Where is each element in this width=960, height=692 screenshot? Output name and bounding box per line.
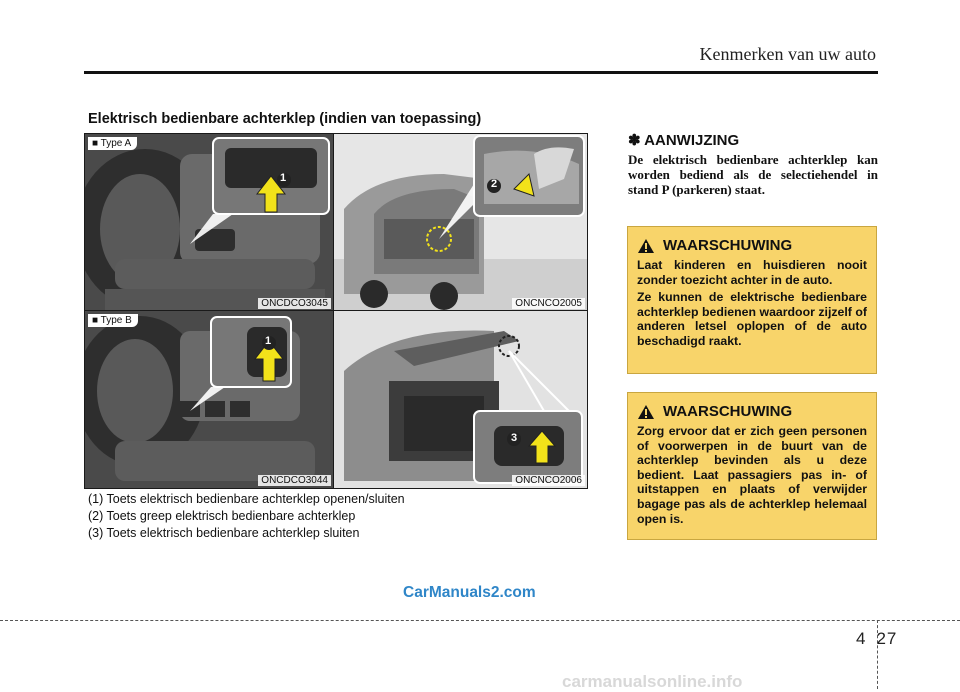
page-number xyxy=(856,629,897,649)
warning-text: Zorg ervoor dat er zich geen personen of voorwerpen in de buurt van de achterklep bevinden als u deze bedient. Laat passagiers pas in- of uitstappen en plaats of verwijder bagage pas als de achterklep helemaal open is. xyxy=(637,424,867,526)
console-illustration-a xyxy=(85,134,333,311)
footer-rule xyxy=(0,620,960,621)
type-a-label: ■ Type A xyxy=(88,137,137,150)
warning-box-obstacles xyxy=(627,392,877,540)
figure-code-1: ONCDCO3045 xyxy=(258,298,331,309)
open-tailgate-illustration xyxy=(334,311,587,488)
section-title: Elektrisch bedienbare achterklep (indien van toepassing) xyxy=(88,111,482,127)
callout-1-b: 1 xyxy=(265,335,272,347)
note-title: ✽ AANWIJZING xyxy=(628,132,740,149)
type-b-label: ■ Type B xyxy=(88,314,138,327)
warning-triangle-icon xyxy=(637,238,655,254)
figure-captions xyxy=(88,491,405,542)
footer-watermark: carmanualsonline.info xyxy=(562,672,743,691)
figure-open-tailgate xyxy=(333,310,588,489)
warning-title: WAARSCHUWING xyxy=(663,237,793,254)
warning-text: Ze kunnen de elektrische bedienbare achterklep bedienen waardoor zijzelf of anderen letsel oplopen of de auto beschadigd raakt. xyxy=(637,290,867,348)
rear-car-illustration xyxy=(334,134,587,311)
figure-rear-handle xyxy=(333,133,588,312)
caption-1: (1) Toets elektrisch bedienbare achterklep openen/sluiten xyxy=(88,492,405,506)
page-section: 4 xyxy=(856,629,867,648)
console-illustration-b xyxy=(85,311,333,488)
figure-type-a-console xyxy=(84,133,334,312)
page-index: 27 xyxy=(876,629,898,648)
caption-3: (3) Toets elektrisch bedienbare achterklep sluiten xyxy=(88,526,360,540)
figure-code-2: ONCNCO2005 xyxy=(512,298,585,309)
warning-box-children xyxy=(627,226,877,374)
watermark-link[interactable]: CarManuals2.com xyxy=(403,584,536,601)
figure-code-4: ONCNCO2006 xyxy=(512,475,585,486)
figure-type-b-console xyxy=(84,310,334,489)
note-body: De elektrisch bedienbare achterklep kan worden bediend als de selectiehendel in stand P (parkeren) staat. xyxy=(628,152,878,197)
running-header: Kenmerken van uw auto xyxy=(699,44,876,64)
header-rule xyxy=(84,71,878,74)
callout-2: 2 xyxy=(491,178,498,190)
warning-title: WAARSCHUWING xyxy=(663,403,793,420)
callout-1-a: 1 xyxy=(280,172,287,184)
warning-text: Laat kinderen en huisdieren nooit zonder toezicht achter in de auto. xyxy=(637,258,867,287)
figure-code-3: ONCDCO3044 xyxy=(258,475,331,486)
caption-2: (2) Toets greep elektrisch bedienbare achterklep xyxy=(88,509,356,523)
warning-triangle-icon xyxy=(637,404,655,420)
callout-3: 3 xyxy=(511,432,518,444)
